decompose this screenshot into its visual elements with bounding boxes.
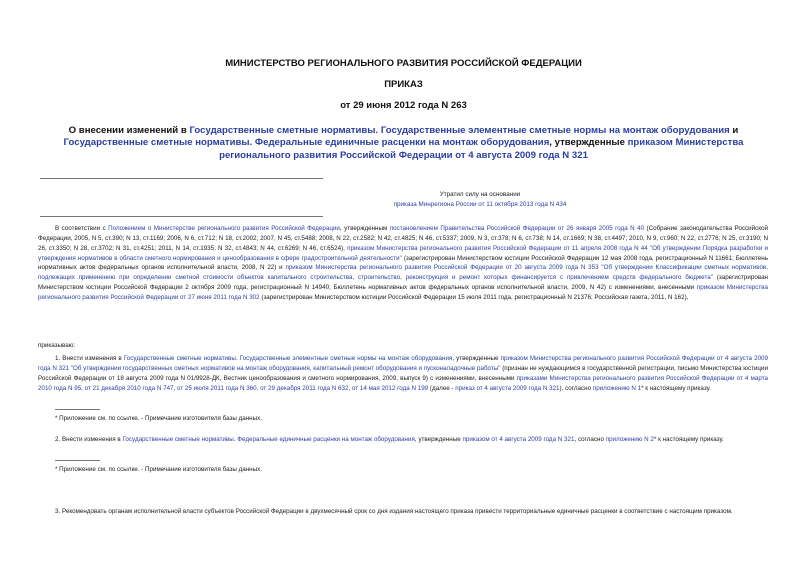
status-note-link[interactable]: приказа Минрегиона России от 11 октября 2013 года N 434 (393, 201, 567, 208)
title-link-edinichnye-rascenki[interactable]: Государственные сметные нормативы. Федеральные единичные расценки на монтаж оборудования (63, 137, 550, 149)
footnote-1: * Приложение см. по ссылке. - Примечание изготовителя базы данных. (55, 415, 262, 422)
link-elementnye-normy[interactable]: Государственные сметные нормативы. Государственные элементные сметные нормы на монтаж оборудования (123, 355, 453, 362)
item-1-text: (далее - (428, 384, 456, 392)
link-prilozhenie-1[interactable]: приложению N 1 (592, 384, 642, 392)
item-1-text: (признан не нуждающимся в государственной регистрации, письмо Министерства юстиции Российской Федерации от 18 августа 2009 года N 01/9928-ДК, Вестник ценообразования и сметного нормирования, 2009, выпуск 9) с изменениями, внесенными (38, 364, 768, 382)
title-text-2: и (729, 125, 739, 136)
item-2-text: , согласно (574, 436, 606, 443)
link-prikaz-321-full[interactable]: приказом Министерства регионального развития Российской Федерации от 4 августа 2009 года N 321 "Об утверждении государственных сметных нормативов на монтаж оборудования, капитальный ремонт оборудования и пусконаладочные работы" (38, 355, 769, 372)
status-note (300, 190, 660, 210)
item-1-text: , утвержденные (452, 355, 501, 362)
footnote-rule-2 (55, 460, 100, 461)
link-prikazy-izmeneniya[interactable]: приказами Министерства регионального развития Российской Федерации от 4 марта 2010 года N 95, от 21 декабря 2010 года N 747, от 25 июля 2011 года N 360, от 29 декабря 2011 года N 632, от 14 мая 2012 года N 199 (38, 374, 768, 392)
divider-bottom (40, 216, 323, 217)
preamble-text: В соответствии с (55, 225, 109, 232)
item-2-paragraph (38, 435, 768, 445)
footnote-2: * Приложение см. по ссылке. - Примечание изготовителя базы данных. (55, 466, 262, 473)
preamble-text: (зарегистрирован Министерством юстиции Российской Федерации 2 октября 2009 года, регистрационный N 14940; Бюллетень нормативных актов федеральных органов исполнительной власти, 2009, N 42) с изменениями, внесенными (38, 274, 769, 292)
document-title (40, 125, 767, 162)
item-1-text: 1. Внести изменения в (55, 355, 124, 362)
preamble-paragraph (38, 224, 768, 303)
order-word: приказываю: (38, 342, 76, 349)
title-link-prikaz-321[interactable]: приказом Министерства регионального развития Российской Федерации от 4 августа 2009 года N 321 (219, 137, 744, 161)
link-postanovlenie-40[interactable]: постановлением Правительства Российской Федерации от 26 января 2005 года N 40 (389, 225, 645, 232)
item-2-text: , утвержденные (414, 436, 463, 443)
item-2-text: 2. Внести изменения в (55, 436, 123, 443)
preamble-text: (Собрание законодательства Российской Федерации, 2005, N 5, ст.390; N 13, ст.1169; 2006, N 6, ст.712; N 18, ст.2002; 2007, N 45, ст.5488; 2008, N 22, ст.2582; N 42, ст.4825; N 46, ст.5337; 2009, N 3, ст.378; N 6, ст.738; N 14, ст.1669; N 38, ст.4497; 2010, N 9, ст.960; N 22, ст.2776; N 25, ст.3190; N 26, ст.3350; N 28, ст.3702; N 31, ст.4251; 2011, N 14, ст.1935; N 32, ст.4843; N 44, ст.6269; N 46, ст.6524), (38, 225, 768, 252)
title-link-elementnye-normy[interactable]: Государственные сметные нормативы. Государственные элементные сметные нормы на монтаж оборудования (189, 125, 730, 136)
item-1-text: ), согласно (559, 384, 593, 392)
preamble-text: (зарегистрирован Министерством юстиции Российской Федерации 12 мая 2008 года, регистрационный N 11661; Бюллетень нормативных актов федеральных органов исполнительной власти, 2008, N 22) и (38, 254, 768, 272)
item-1-text: * к настоящему приказу. (641, 384, 711, 392)
divider-top (40, 178, 323, 179)
preamble-text: (зарегистрирован Министерством юстиции Российской Федерации 15 июля 2011 года, регистрационный N 21376; Российская газета, 2011, N 162), (259, 293, 689, 301)
link-prikaz-353[interactable]: приказом Министерства регионального развития Российской Федерации от 20 августа 2009 года N 353 "Об утверждении Классификации сметных нормативов, подлежащих применению при определении сметной стоимости объектов капитального строительства, строительство, реконструкция и ремонт которых финансируется с привлечением средств федерального бюджета" (38, 264, 768, 282)
title-text-3: , утвержденные (549, 137, 628, 149)
link-edinichnye-rascenki[interactable]: Государственные сметные нормативы. Федеральные единичные расценки на монтаж оборудования (122, 436, 415, 443)
doc-type-heading: ПРИКАЗ (384, 79, 423, 90)
doc-date-number: от 29 июня 2012 года N 263 (340, 100, 467, 111)
ministry-heading: МИНИСТЕРСТВО РЕГИОНАЛЬНОГО РАЗВИТИЯ РОССИЙСКОЙ ФЕДЕРАЦИИ (225, 58, 582, 69)
link-prilozhenie-2[interactable]: приложению N 2 (605, 436, 654, 443)
link-polozhenie[interactable]: Положением о Министерстве регионального развития Российской Федерации (108, 225, 340, 232)
status-note-text: Утратил силу на основании (439, 191, 521, 198)
link-prikaz-302[interactable]: приказом Министерства регионального развития Российской Федерации от 27 июня 2011 года N 302 (38, 284, 768, 301)
link-prikaz-44[interactable]: приказом Министерства регионального развития Российской Федерации от 11 апреля 2008 года N 44 "Об утверждении Порядка разработки и утверждения нормативов в области сметного нормирования и ценообразования в сфере градостроительной деятельности" (38, 244, 769, 262)
item-2-text: * к настоящему приказу. (653, 436, 724, 443)
link-prikaz-321-short[interactable]: приказом от 4 августа 2009 года N 321 (462, 436, 575, 443)
item-1-paragraph (38, 354, 768, 393)
item-3-paragraph (38, 507, 768, 517)
item-3-text: 3. Рекомендовать органам исполнительной власти субъектов Российской Федерации в двухмесячный срок со дня издания настоящего приказа привести территориальные единичные расценки в соответствие с настоящим приказом. (55, 508, 733, 515)
footnote-rule-1 (55, 409, 100, 410)
title-text-1: О внесении изменений в (68, 125, 190, 136)
preamble-text: , утвержденным (339, 225, 390, 232)
link-prikaz-321-short[interactable]: приказ от 4 августа 2009 года N 321 (455, 384, 560, 392)
